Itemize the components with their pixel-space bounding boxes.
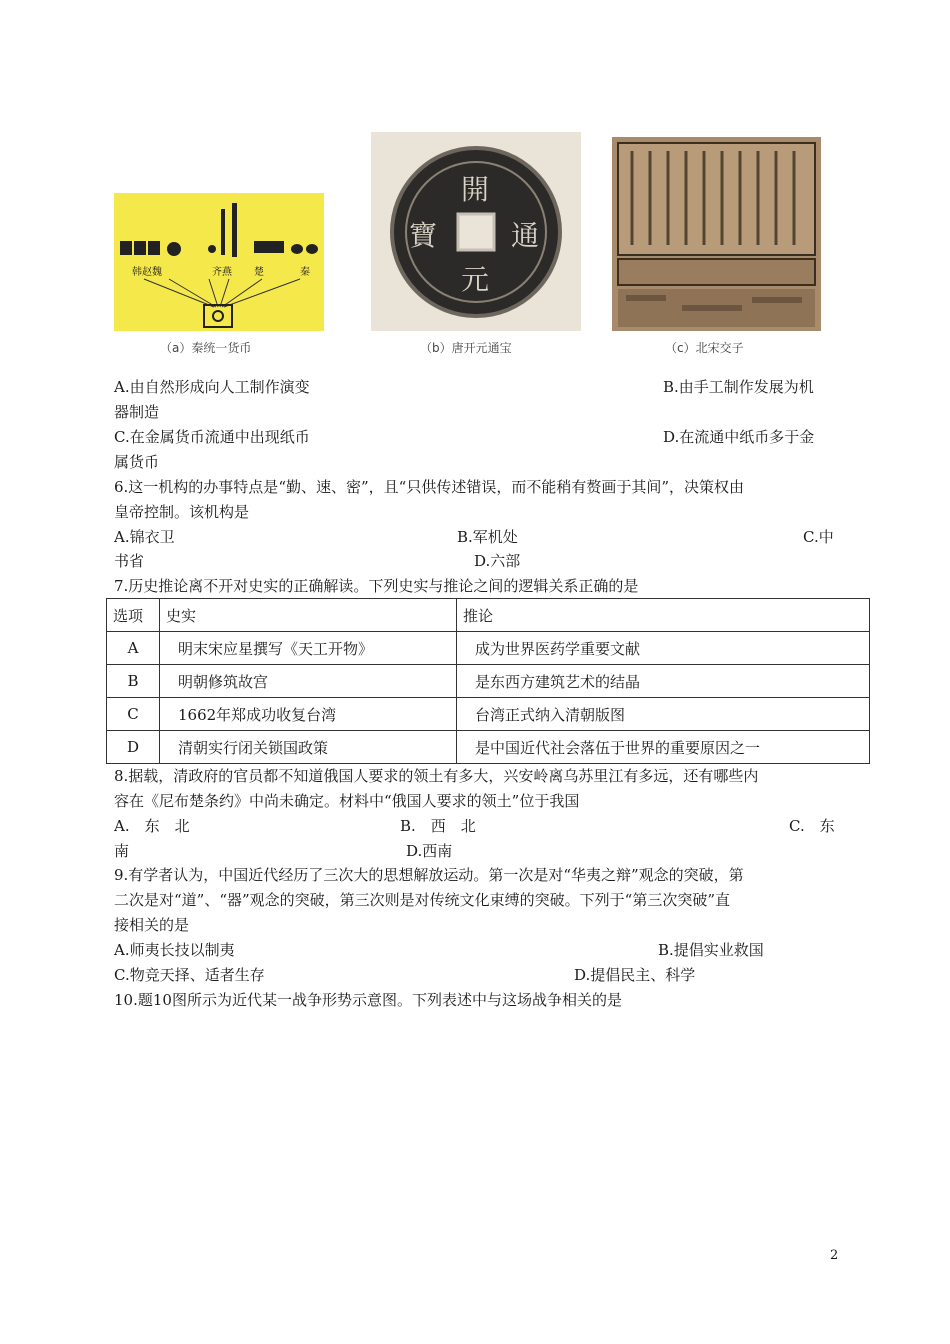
label-han-zhao-wei: 韩赵魏 — [132, 267, 162, 278]
row-inference: 成为世界医药学重要文献 — [457, 632, 870, 665]
q9-option-b: B.提倡实业救国 — [658, 941, 764, 959]
figure-kaiyuan-coin — [371, 132, 581, 331]
q6-stem-line2: 皇帝控制。该机构是 — [114, 503, 250, 521]
q8-option-c: C. 东 — [789, 817, 835, 835]
q5-option-d-cont: 属货币 — [114, 453, 160, 471]
qin-currency-diagram — [114, 193, 324, 331]
jiaozi-note-image — [612, 137, 821, 331]
page-number: 2 — [830, 1248, 839, 1263]
row-option: C — [107, 698, 160, 731]
q5-option-a: A.由自然形成向人工制作演变 — [114, 378, 310, 396]
figure-qin-currency — [114, 193, 324, 331]
q9-option-a: A.师夷长技以制夷 — [114, 941, 235, 959]
q6-stem-line1: 6.这一机构的办事特点是“勤、速、密”，且“只供传述错误，而不能稍有赘画于其间”，决策权由 — [114, 478, 744, 496]
label-qi-yan: 齐燕 — [212, 267, 232, 278]
row-inference: 是中国近代社会落伍于世界的重要原因之一 — [457, 731, 870, 764]
row-fact: 明末宋应星撰写《天工开物》 — [160, 632, 457, 665]
row-inference: 台湾正式纳入清朝版图 — [457, 698, 870, 731]
label-qin: 秦 — [300, 267, 310, 278]
q8-stem-line2: 容在《尼布楚条约》中尚未确定。材料中“俄国人要求的领土”位于我国 — [114, 792, 580, 810]
row-fact: 1662年郑成功收复台湾 — [160, 698, 457, 731]
q5-option-d: D.在流通中纸币多于金 — [663, 428, 815, 446]
caption-c: （c）北宋交子 — [665, 341, 744, 355]
table-row — [107, 632, 870, 665]
row-fact: 清朝实行闭关锁国政策 — [160, 731, 457, 764]
row-inference: 是东西方建筑艺术的结晶 — [457, 665, 870, 698]
kaiyuan-coin-image — [371, 132, 581, 331]
table-header-row — [107, 599, 870, 632]
caption-a: （a）秦统一货币 — [160, 341, 252, 355]
table-row — [107, 731, 870, 764]
q9-option-c: C.物竞天择、适者生存 — [114, 966, 265, 984]
table-row — [107, 665, 870, 698]
q5-option-b-cont: 器制造 — [114, 403, 160, 421]
q8-option-c-cont: 南 — [114, 842, 130, 860]
q9-stem-line3: 接相关的是 — [114, 916, 190, 934]
q6-option-c: C.中 — [803, 528, 834, 546]
q6-option-b: B.军机处 — [457, 528, 518, 546]
coin-char-top: 開 — [461, 173, 490, 206]
coin-char-right: 通 — [511, 219, 540, 252]
header-option: 选项 — [107, 599, 160, 632]
row-option: B — [107, 665, 160, 698]
q5-option-b: B.由手工制作发展为机 — [663, 378, 814, 396]
figure-jiaozi-note — [612, 137, 821, 331]
caption-b: （b）唐开元通宝 — [420, 341, 512, 355]
header-fact: 史实 — [160, 599, 457, 632]
table-row — [107, 698, 870, 731]
q10-stem: 10.题10图所示为近代某一战争形势示意图。下列表述中与这场战争相关的是 — [114, 991, 622, 1009]
q5-option-c: C.在金属货币流通中出现纸币 — [114, 428, 310, 446]
row-option: D — [107, 731, 160, 764]
header-inference: 推论 — [457, 599, 870, 632]
q9-stem-line1: 9.有学者认为，中国近代经历了三次大的思想解放运动。第一次是对“华夷之辩”观念的突破，第 — [114, 866, 744, 884]
row-option: A — [107, 632, 160, 665]
coin-char-bottom: 元 — [461, 263, 490, 296]
q9-stem-line2: 二次是对“道”、“器”观念的突破，第三次则是对传统文化束缚的突破。下列于“第三次突破”直 — [114, 891, 731, 909]
q8-option-d: D.西南 — [406, 842, 453, 860]
q9-option-d: D.提倡民主、科学 — [574, 966, 696, 984]
row-fact: 明朝修筑故宫 — [160, 665, 457, 698]
q8-option-a: A. 东 北 — [114, 817, 190, 835]
label-chu: 楚 — [254, 267, 264, 278]
q6-option-c-cont: 书省 — [114, 552, 145, 570]
q8-option-b: B. 西 北 — [400, 817, 476, 835]
coin-char-left: 寶 — [409, 219, 438, 252]
q6-option-a: A.锦衣卫 — [114, 528, 175, 546]
q8-stem-line1: 8.据载，清政府的官员都不知道俄国人要求的领土有多大，兴安岭离乌苏里江有多远，还有哪些内 — [114, 767, 759, 785]
q7-stem: 7.历史推论离不开对史实的正确解读。下列史实与推论之间的逻辑关系正确的是 — [114, 577, 639, 595]
q6-option-d: D.六部 — [474, 552, 521, 570]
q7-table — [106, 598, 870, 764]
